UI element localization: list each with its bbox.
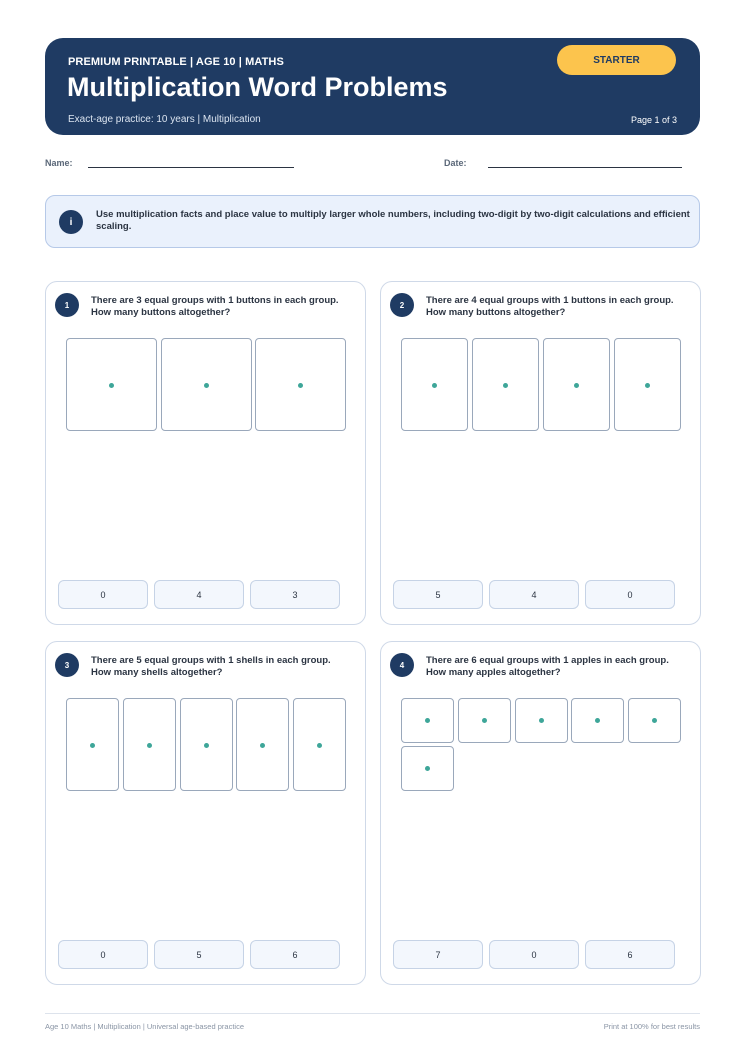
counter-dot xyxy=(503,383,508,388)
group-box xyxy=(628,698,681,743)
group-box xyxy=(458,698,511,743)
group-box xyxy=(401,338,468,431)
instructions-text: Use multiplication facts and place value to multiply larger whole numbers, including two-digit by two-digit calculations and efficient scaling. xyxy=(96,209,690,232)
answer-option[interactable]: 3 xyxy=(250,580,340,609)
group-box xyxy=(472,338,539,431)
name-label: Name: xyxy=(45,158,73,168)
answer-option[interactable]: 6 xyxy=(250,940,340,969)
counter-dot xyxy=(645,383,650,388)
answer-option[interactable]: 4 xyxy=(489,580,579,609)
group-box xyxy=(236,698,289,791)
worksheet-header xyxy=(45,38,700,135)
answer-option[interactable]: 5 xyxy=(154,940,244,969)
group-box xyxy=(401,698,454,743)
question-card-2 xyxy=(380,281,701,625)
counter-dot xyxy=(595,718,600,723)
counter-dot xyxy=(652,718,657,723)
group-box xyxy=(571,698,624,743)
counter-dot xyxy=(574,383,579,388)
question-number-badge: 4 xyxy=(390,653,414,677)
counter-dot xyxy=(317,743,322,748)
group-box xyxy=(123,698,176,791)
date-label: Date: xyxy=(444,158,467,168)
question-card-1 xyxy=(45,281,366,625)
group-box xyxy=(401,746,454,791)
answer-option[interactable]: 0 xyxy=(489,940,579,969)
answer-option[interactable]: 0 xyxy=(58,940,148,969)
question-number-badge: 1 xyxy=(55,293,79,317)
question-number-badge: 2 xyxy=(390,293,414,317)
name-line[interactable] xyxy=(88,167,294,168)
header-subtitle: Exact-age practice: 10 years | Multiplication xyxy=(68,114,261,125)
group-box xyxy=(255,338,346,431)
counter-dot xyxy=(260,743,265,748)
question-text: There are 6 equal groups with 1 apples in each group. How many apples altogether? xyxy=(426,655,669,678)
page-indicator: Page 1 of 3 xyxy=(630,115,677,125)
group-box xyxy=(515,698,568,743)
group-box xyxy=(180,698,233,791)
group-box xyxy=(66,338,157,431)
footer-divider xyxy=(45,1013,700,1014)
question-card-3 xyxy=(45,641,366,985)
group-box xyxy=(543,338,610,431)
answer-option[interactable]: 4 xyxy=(154,580,244,609)
level-badge: STARTER xyxy=(557,45,676,75)
question-text: There are 3 equal groups with 1 buttons in each group. How many buttons altogether? xyxy=(91,295,339,318)
counter-dot xyxy=(482,718,487,723)
counter-dot xyxy=(147,743,152,748)
question-number-badge: 3 xyxy=(55,653,79,677)
question-card-4 xyxy=(380,641,701,985)
answer-option[interactable]: 0 xyxy=(58,580,148,609)
footer-left: Age 10 Maths | Multiplication | Universal age-based practice xyxy=(45,1022,244,1031)
answer-option[interactable]: 6 xyxy=(585,940,675,969)
instructions-box xyxy=(45,195,700,248)
counter-dot xyxy=(204,743,209,748)
counter-dot xyxy=(204,383,209,388)
group-box xyxy=(66,698,119,791)
date-line[interactable] xyxy=(488,167,682,168)
page-title: Multiplication Word Problems xyxy=(67,72,448,102)
counter-dot xyxy=(90,743,95,748)
question-text: There are 4 equal groups with 1 buttons in each group. How many buttons altogether? xyxy=(426,295,674,318)
answer-option[interactable]: 7 xyxy=(393,940,483,969)
answer-option[interactable]: 5 xyxy=(393,580,483,609)
question-text: There are 5 equal groups with 1 shells in each group. How many shells altogether? xyxy=(91,655,331,678)
counter-dot xyxy=(425,766,430,771)
answer-option[interactable]: 0 xyxy=(585,580,675,609)
counter-dot xyxy=(425,718,430,723)
group-box xyxy=(614,338,681,431)
group-box xyxy=(293,698,346,791)
counter-dot xyxy=(539,718,544,723)
counter-dot xyxy=(298,383,303,388)
info-icon: i xyxy=(59,210,83,234)
counter-dot xyxy=(109,383,114,388)
header-kicker: PREMIUM PRINTABLE | AGE 10 | MATHS xyxy=(68,56,284,68)
group-box xyxy=(161,338,252,431)
counter-dot xyxy=(432,383,437,388)
footer-right: Print at 100% for best results xyxy=(603,1022,700,1031)
